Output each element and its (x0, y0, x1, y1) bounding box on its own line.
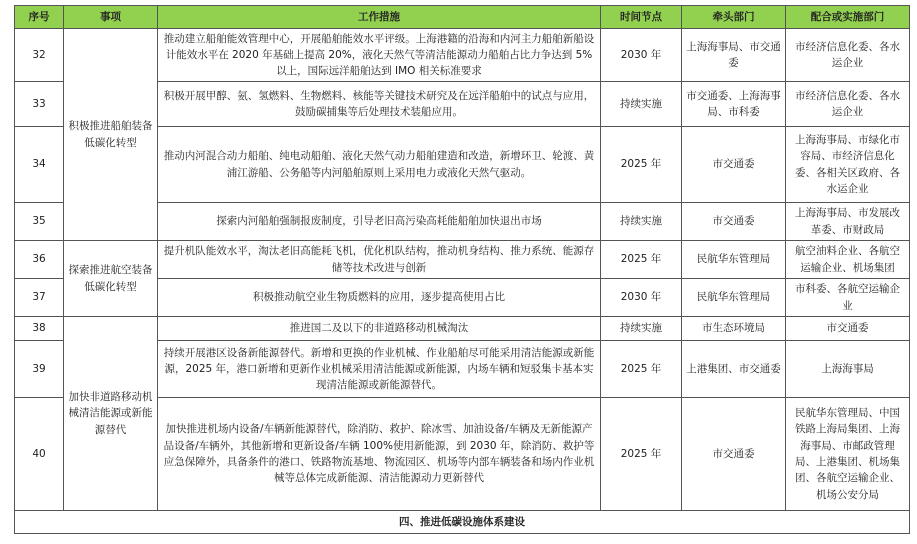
row-measure: 探索内河船舶强制报废制度，引导老旧高污染高耗能船舶加快退出市场 (158, 203, 601, 241)
header-item: 事项 (64, 6, 158, 29)
measures-table (14, 5, 910, 534)
row-seq: 33 (15, 82, 64, 127)
row-lead: 上海海事局、市交通委 (682, 29, 786, 82)
row-coop: 航空油料企业、各航空运输企业、机场集团 (786, 241, 910, 279)
section-title: 四、推进低碳设施体系建设 (15, 511, 910, 534)
row-time: 持续实施 (601, 82, 682, 127)
row-seq: 37 (15, 279, 64, 317)
table-row (15, 317, 910, 341)
row-time: 2025 年 (601, 398, 682, 511)
row-time: 2025 年 (601, 241, 682, 279)
row-lead: 民航华东管理局 (682, 279, 786, 317)
row-lead: 市交通委 (682, 203, 786, 241)
row-measure: 积极推动航空业生物质燃料的应用，逐步提高使用占比 (158, 279, 601, 317)
row-coop: 市经济信息化委、各水运企业 (786, 29, 910, 82)
row-coop: 市经济信息化委、各水运企业 (786, 82, 910, 127)
row-seq: 40 (15, 398, 64, 511)
row-seq: 38 (15, 317, 64, 341)
row-seq: 34 (15, 127, 64, 203)
header-lead: 牵头部门 (682, 6, 786, 29)
group-mach: 加快非道路移动机械清洁能源或新能源替代 (64, 317, 158, 511)
row-lead: 市生态环境局 (682, 317, 786, 341)
row-measure: 推动内河混合动力船舶、纯电动船舶、液化天然气动力船舶建造和改造，新增环卫、轮渡、黄浦江游船、公务船等内河船舶原则上采用电力或液化天然气驱动。 (158, 127, 601, 203)
row-measure: 积极开展甲醇、氨、氢燃料、生物燃料、核能等关键技术研究及在远洋船舶中的试点与应用，鼓励碳捕集等后处理技术装船应用。 (158, 82, 601, 127)
header-timeline: 时间节点 (601, 6, 682, 29)
row-coop: 上海海事局、市发展改革委、市财政局 (786, 203, 910, 241)
row-seq: 35 (15, 203, 64, 241)
row-lead: 市交通委 (682, 398, 786, 511)
row-time: 持续实施 (601, 203, 682, 241)
header-seq: 序号 (15, 6, 64, 29)
row-coop: 市交通委 (786, 317, 910, 341)
group-air: 探索推进航空装备低碳化转型 (64, 241, 158, 317)
row-measure: 推动建立船舶能效管理中心，开展船舶能效水平评级。上海港籍的沿海和内河主力船舶新船设计能效水平在 2020 年基础上提高 20%，液化天然气等清洁能源动力船舶占比力争达到 5% 以上，国际远洋船舶达到 IMO 相关标准要求 (158, 29, 601, 82)
row-lead: 市交通委、上海海事局、市科委 (682, 82, 786, 127)
row-lead: 上港集团、市交通委 (682, 341, 786, 398)
row-time: 持续实施 (601, 317, 682, 341)
row-time: 2030 年 (601, 29, 682, 82)
row-lead: 民航华东管理局 (682, 241, 786, 279)
row-measure: 加快推进机场内设备/车辆新能源替代，除消防、救护、除冰雪、加油设备/车辆及无新能源产品设备/车辆外，其他新增和更新设备/车辆 100%使用新能源，到 2030 年，除消防、救护等应急保障外，具备条件的港口、铁路物流基地、物流园区、机场等内部车辆装备和场内作业机械等总体完成新能源、清洁能源动力更新替代 (158, 398, 601, 511)
row-coop: 上海海事局 (786, 341, 910, 398)
row-seq: 36 (15, 241, 64, 279)
row-coop: 上海海事局、市绿化市容局、市经济信息化委、各相关区政府、各水运企业 (786, 127, 910, 203)
section-row (15, 511, 910, 534)
header-measures: 工作措施 (158, 6, 601, 29)
row-time: 2025 年 (601, 127, 682, 203)
table-row (15, 241, 910, 279)
row-measure: 持续开展港区设备新能源替代。新增和更换的作业机械、作业船舶尽可能采用清洁能源或新能源，2025 年，港口新增和更新作业机械采用清洁能源或新能源，内场车辆和短驳集卡基本实现清洁能源或新能源替代。 (158, 341, 601, 398)
row-time: 2025 年 (601, 341, 682, 398)
row-measure: 提升机队能效水平，淘汰老旧高能耗飞机，优化机队结构，推动机身结构、推力系统、能源存储等技术改进与创新 (158, 241, 601, 279)
header-row (15, 6, 910, 29)
row-seq: 39 (15, 341, 64, 398)
row-coop: 市科委、各航空运输企业 (786, 279, 910, 317)
table-row (15, 29, 910, 82)
row-measure: 推进国二及以下的非道路移动机械淘汰 (158, 317, 601, 341)
row-coop: 民航华东管理局、中国铁路上海局集团、上海海事局、市邮政管理局、上港集团、机场集团、各航空运输企业、机场公安分局 (786, 398, 910, 511)
group-ship: 积极推进船舶装备低碳化转型 (64, 29, 158, 241)
row-time: 2030 年 (601, 279, 682, 317)
row-lead: 市交通委 (682, 127, 786, 203)
row-seq: 32 (15, 29, 64, 82)
header-coop: 配合或实施部门 (786, 6, 910, 29)
